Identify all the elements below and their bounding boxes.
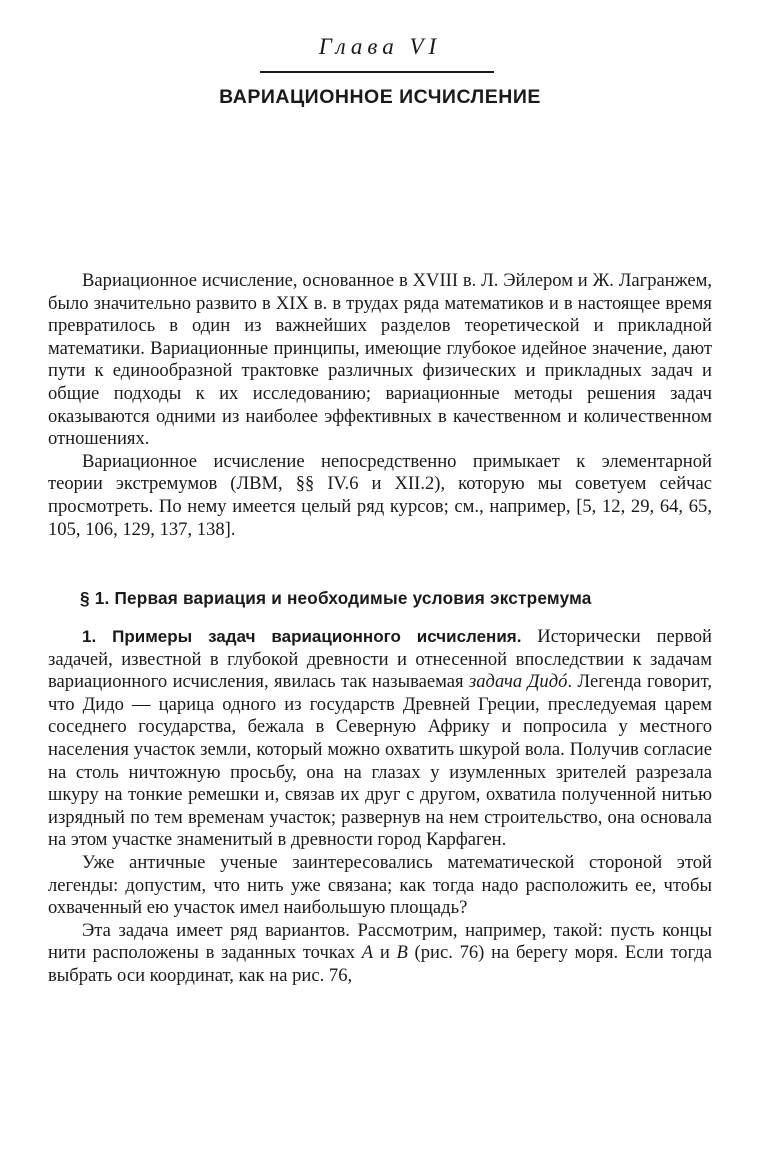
section-paragraph: [48, 626, 712, 852]
text-run: (рис. 76) на берегу моря. Если тогда выбрать оси координат, как на рис. 76,: [48, 942, 712, 986]
section-paragraph: Уже античные ученые заинтересовались математической стороной этой легенды: допустим, что нить уже связана; как тогда надо расположить ее, чтобы охваченный ею участок имел наибольшую площадь?: [48, 851, 712, 919]
intro-paragraph: Вариационное исчисление, основанное в XVIII в. Л. Эйлером и Ж. Лагранжем, было значительно развито в XIX в. в трудах ряда математиков и в настоящее время превратилось в один из важнейших разделов теоретической и прикладной математики. Вариационные принципы, имеющие глубокое идейное значение, дают пути к единообразной трактовке различных физических и прикладных задач и общие подходы к их исследованию; вариационные методы решения задач оказываются одними из наиболее эффективных в качественном и количественном отношениях.: [48, 270, 712, 450]
section-text: [48, 626, 712, 988]
intro-paragraph: Вариационное исчисление непосредственно примыкает к элементарной теории экстремумов (ЛВМ, §§ IV.6 и XII.2), которую мы советуем сейчас просмотреть. По нему имеется целый ряд курсов; см., например, [5, 12, 29, 64, 65, 105, 106, 129, 137, 138].: [48, 450, 712, 540]
chapter-rule: [260, 71, 494, 73]
chapter-label: Глава VI: [318, 34, 442, 59]
point-b: B: [396, 942, 408, 964]
intro-text: [48, 270, 712, 541]
text-run: и: [373, 942, 397, 964]
text-run: Исторически первой задачей, известной в глубокой древности и отнесенной впоследствии к задачам вариационного исчисления, явилась так называемая: [48, 626, 712, 693]
text-run: . Легенда говорит, что Дидо — царица одного из государств Древней Греции, преследуемая царем соседнего государства, бежала в Северную Африку и попросила у местного населения участок земли, который можно охватить шкурой вола. Получив согласие на столь ничтожную просьбу, она на глазах у изумленных зрителей разрезала шкуру на тонкие ремешки и, связав их друг с другом, охватила полученной нитью изрядный по тем временам участок; развернув на нем строительство, она основала на этом участке знаменитый в древности город Карфаген.: [48, 671, 712, 851]
term-dido-problem: задача Дидó: [469, 671, 568, 693]
text-run: Эта задача имеет ряд вариантов. Рассмотрим, например, такой: пусть концы нити расположены в заданных точках: [48, 919, 712, 964]
subsection-title: 1. Примеры задач вариационного исчисления.: [82, 627, 522, 646]
section-heading: § 1. Первая вариация и необходимые условия экстремума: [80, 588, 592, 608]
point-a: A: [361, 942, 374, 964]
chapter-title: ВАРИАЦИОННОЕ ИСЧИСЛЕНИЕ: [219, 86, 541, 108]
section-paragraph: [48, 920, 712, 988]
